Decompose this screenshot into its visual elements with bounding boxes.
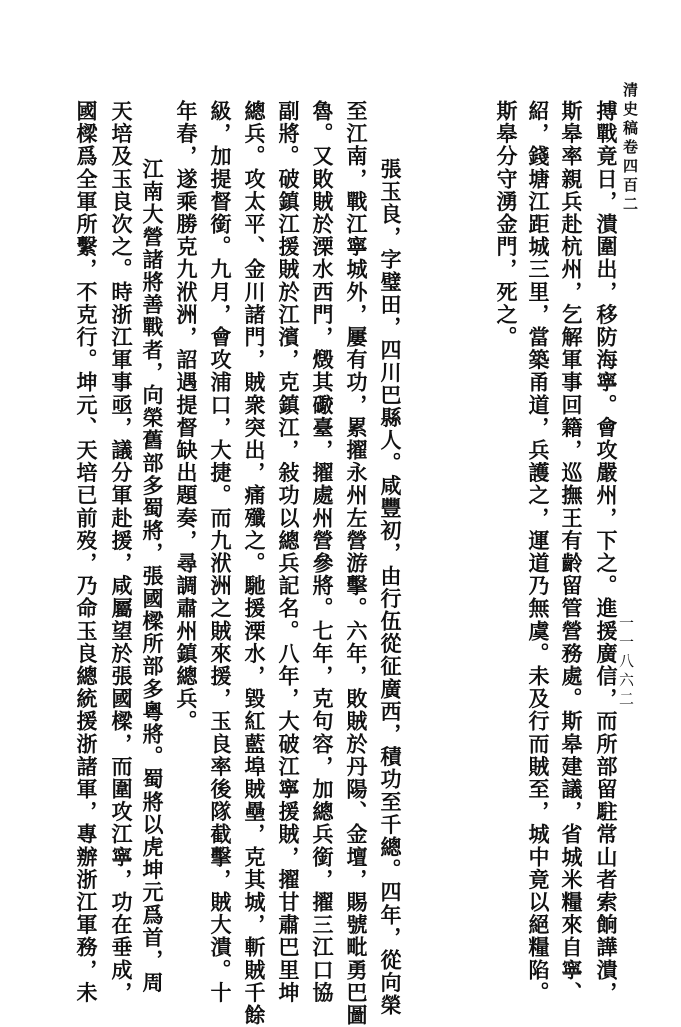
text-column: 搏戰竟日，潰圍出，移防海寧。會攻嚴州，下之。進援廣信，而所部留駐常山者索餉譁潰，	[594, 100, 619, 1004]
text-column: 國樑爲全軍所繫，不克行。坤元、天培已前歿，乃命玉良總統援浙諸軍，專辦浙江軍務，未	[74, 100, 99, 1004]
text-column: 紹，錢塘江距城三里，當築甬道，兵護之，運道乃無虞。未及行而賊至，城中竟以絕糧陷。	[526, 100, 551, 1004]
page-number: 一一八六二	[617, 615, 635, 710]
text-column: 級，加提督銜。九月，會攻浦口，大捷。而九洑洲之賊來援，玉良率後隊截擊，賊大潰。十	[208, 100, 233, 1004]
text-column: 江南大營諸將善戰者，向榮舊部多蜀將，張國樑所部多粵將。蜀將以虎坤元爲首，周	[140, 158, 165, 995]
text-column: 魯。又敗賊於溧水西門，燬其礮臺，擢處州營參將。七年，克句容，加總兵銜，擢三江口協	[310, 100, 335, 1004]
text-column: 斯皋率親兵赴杭州，乞解軍事回籍，巡撫王有齡留管營務處。斯皋建議，省城米糧來自寧、	[559, 100, 584, 1004]
text-column: 總兵。攻太平、金川諸門，賊衆突出，痛殲之。馳援溧水，毀紅藍埠賊壘，克其城，斬賊千餘	[242, 100, 267, 1027]
text-column: 至江南，戰江寧城外，屢有功，累擢永州左營游擊。六年，敗賊於丹陽、金壇，賜號毗勇巴圖	[344, 100, 369, 1027]
running-title: 清史稿卷四百二	[621, 82, 639, 215]
text-column: 副將。破鎮江援賊於江濱，克鎮江，敍功以總兵記名。八年，大破江寧援賊，擢甘肅巴里坤	[276, 100, 301, 1004]
text-column: 斯皋分守湧金門，死之。	[494, 100, 519, 349]
text-column: 年春，遂乘勝克九洑洲，詔遇提督缺出題奏，尋調肅州鎮總兵。	[174, 100, 199, 733]
text-column: 張玉良，字璧田，四川巴縣人。咸豐初，由行伍從征廣西，積功至千總。四年，從向榮	[378, 158, 403, 1017]
text-column: 天培及玉良次之。時浙江軍事亟，議分軍赴援，咸屬望於張國樑，而圍攻江寧，功在垂成，	[109, 100, 134, 1004]
